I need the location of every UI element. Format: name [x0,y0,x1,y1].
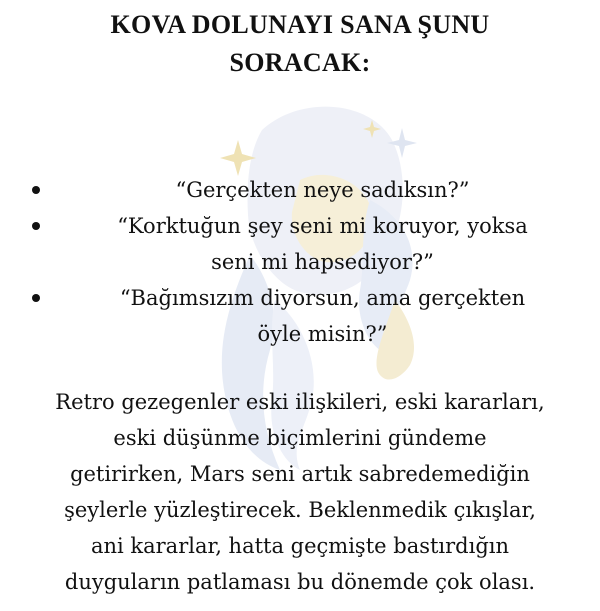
list-item [0,280,600,352]
paragraph-line: şeylerle yüzleştirecek. Beklenmedik çıkışlar, [64,498,536,522]
quote-line: “Bağımsızım diyorsun, ama gerçekten [119,286,526,310]
quote-line: “Korktuğun şey seni mi koruyor, yoksa [117,214,528,238]
paragraph-line: getirirken, Mars seni artık sabredemediğin [70,462,530,486]
quote-line: “Gerçekten neye sadıksın?” [175,178,470,202]
bullet-icon [30,222,42,234]
title-line: KOVA DOLUNAYI SANA ŞUNU [110,10,490,39]
title-line: SORACAK: [229,48,371,77]
bullet-icon [30,294,42,306]
quote-line: öyle misin?” [257,322,388,346]
quote-list [0,172,600,352]
list-item [0,208,600,280]
bullet-icon [30,186,42,198]
paragraph-line: ani kararlar, hatta geçmişte bastırdığın [90,534,510,558]
paragraph-line: Retro gezegenler eski ilişkileri, eski kararları, [55,390,545,414]
paragraph-line: duyguların patlaması bu dönemde çok olası. [64,570,536,594]
quote-line: seni mi hapsediyor?” [211,250,434,274]
body-paragraph [0,384,600,600]
list-item [0,172,600,208]
page-title [0,6,600,82]
paragraph-line: eski düşünme biçimlerini gündeme [113,426,487,450]
